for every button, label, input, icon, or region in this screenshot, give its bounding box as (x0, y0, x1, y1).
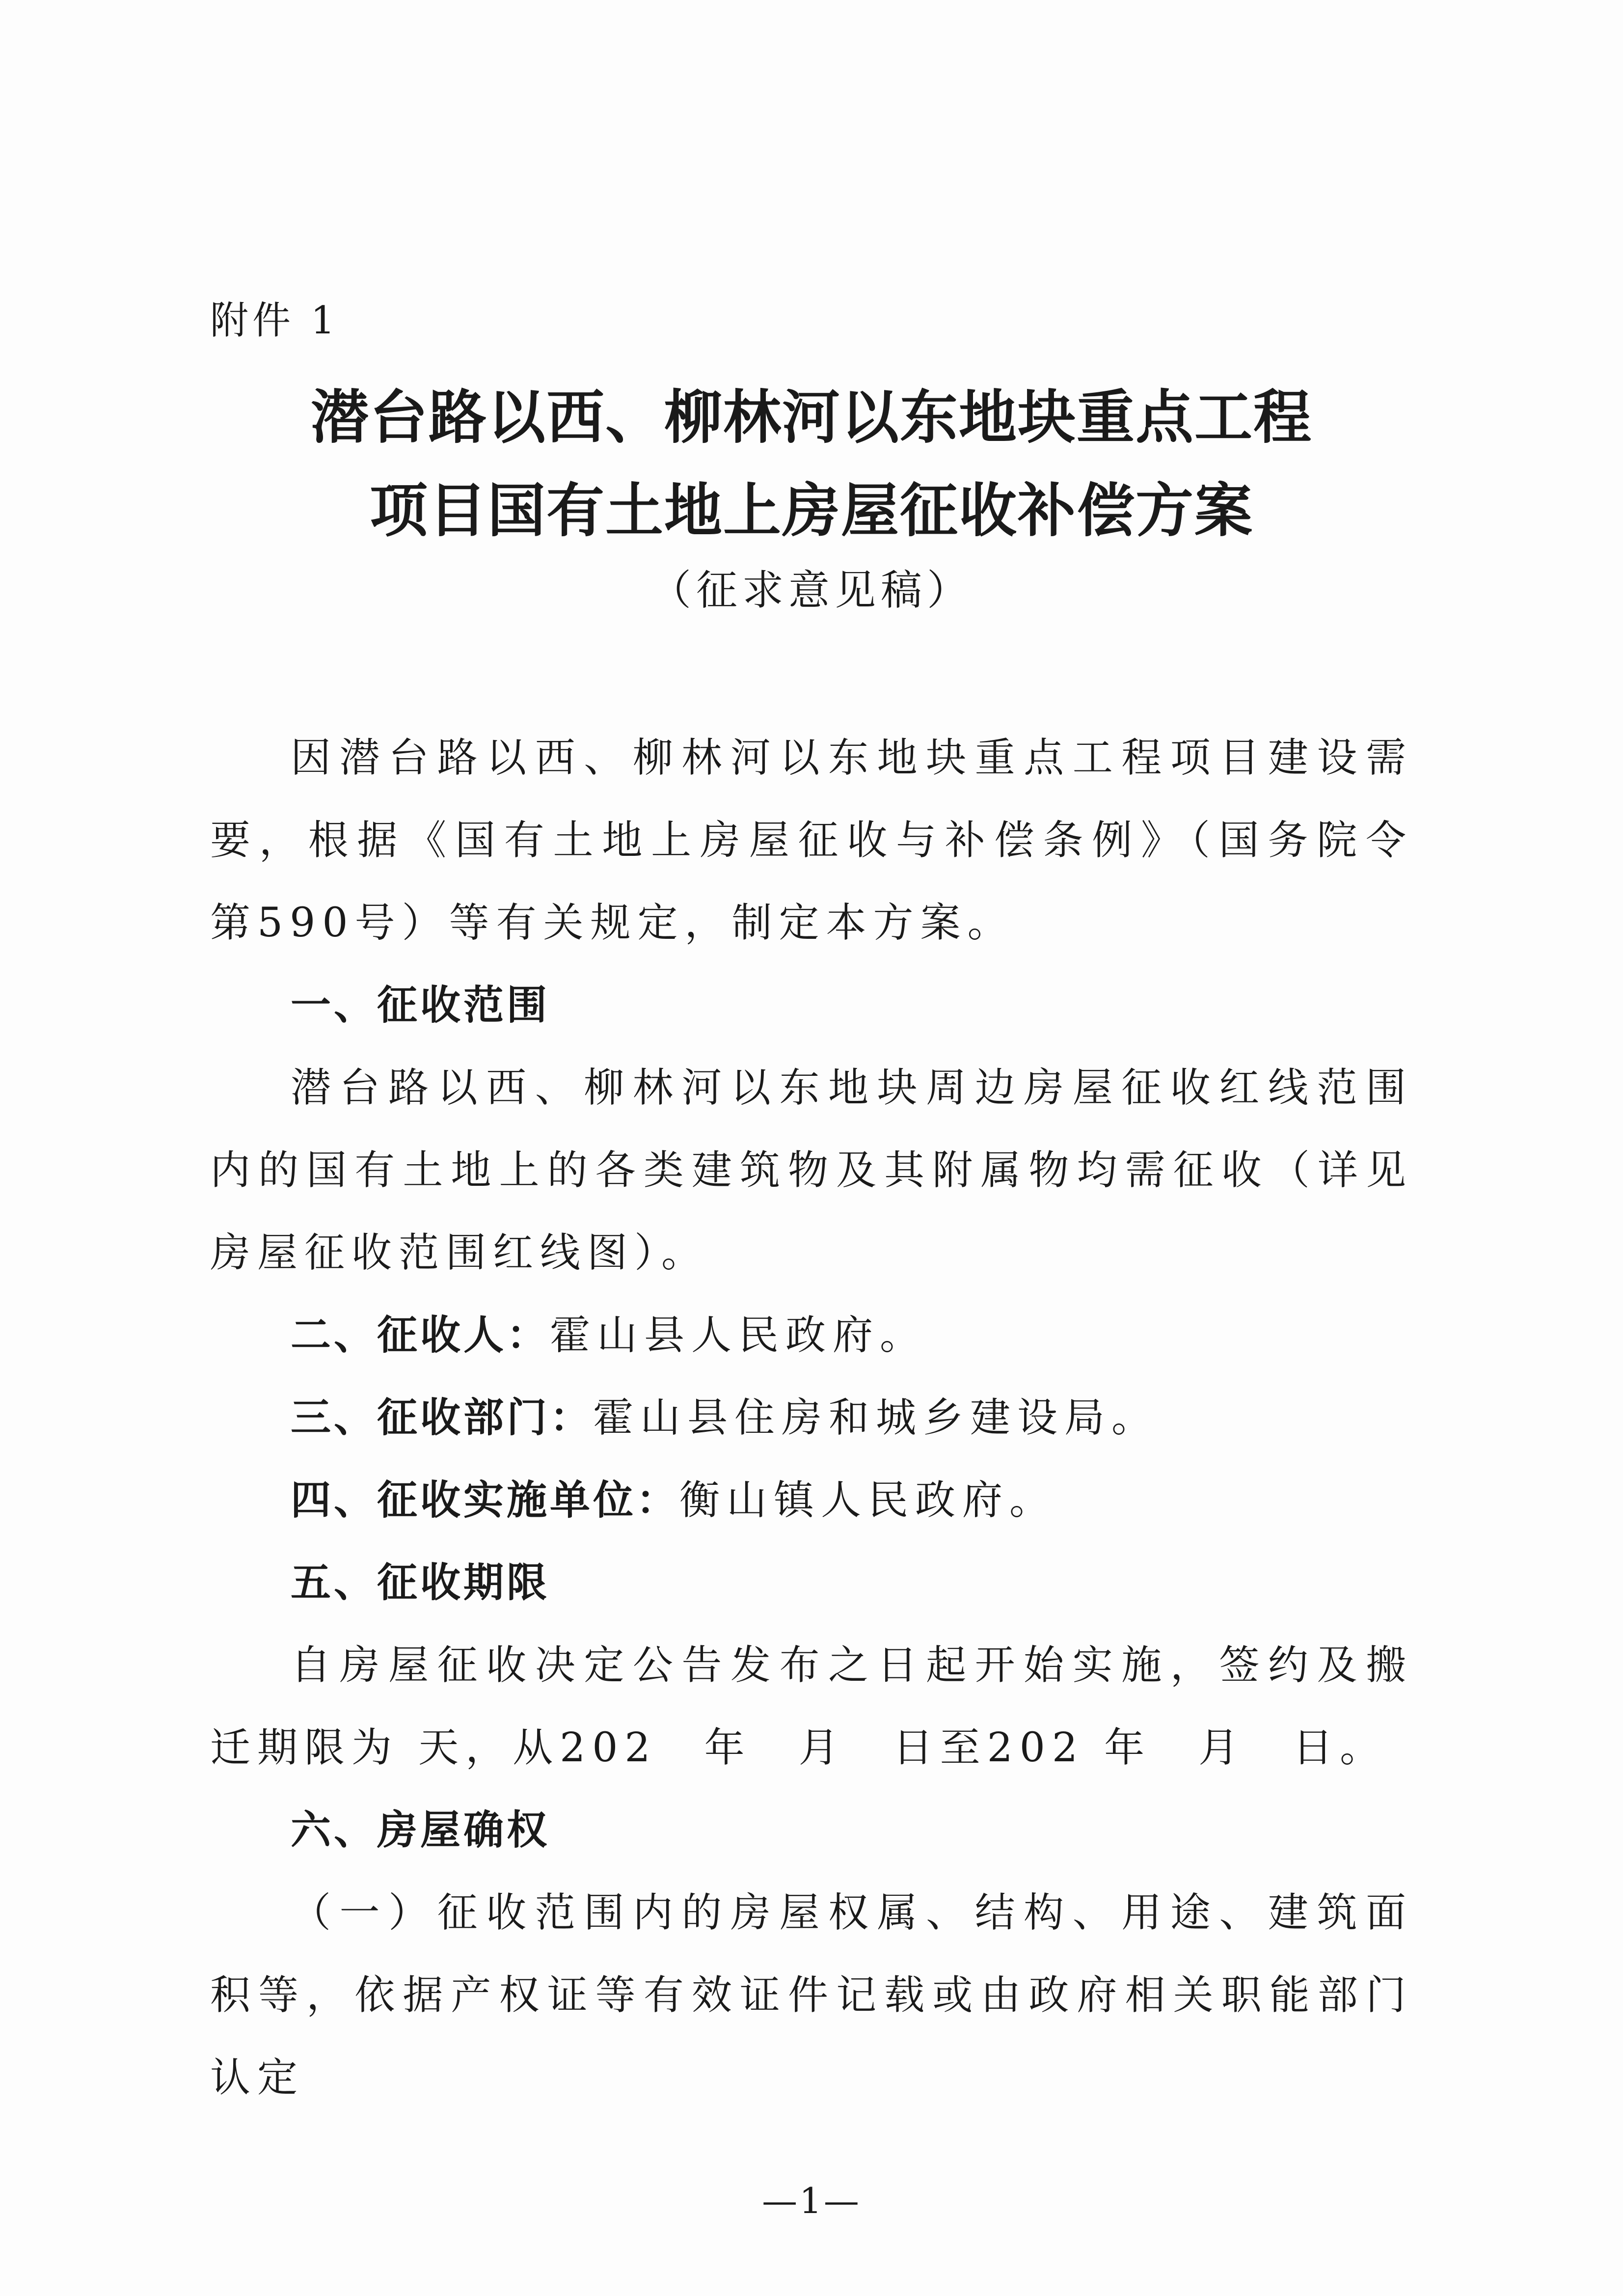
section-4-label: 四、征收实施单位： (291, 1477, 680, 1524)
section-1-heading: 一、征收范围 (291, 982, 550, 1029)
section-5-body: 自房屋征收决定公告发布之日起开始实施，签约及搬迁期限为 天，从202 年 月 日至202 年 月 日。 (210, 1642, 1413, 1771)
section-2-value: 霍山县人民政府。 (550, 1312, 927, 1359)
section-1-body: 潜台路以西、柳林河以东地块周边房屋征收红线范围内的国有土地上的各类建筑物及其附属物均需征收（详见房屋征收范围红线图）。 (210, 1065, 1413, 1276)
document-body (210, 717, 1413, 2119)
intro-paragraph: 因潜台路以西、柳林河以东地块重点工程项目建设需要，根据《国有土地上房屋征收与补偿条例》（国务院令第590号）等有关规定，制定本方案。 (210, 735, 1413, 946)
section-4 (210, 1459, 1413, 1542)
document-subtitle: （征求意见稿） (649, 566, 973, 614)
attachment-label: 附件 1 (210, 299, 339, 343)
section-3 (210, 1377, 1413, 1459)
section-4-value: 衡山镇人民政府。 (679, 1477, 1057, 1524)
page-number: —1— (762, 2180, 861, 2221)
section-5-heading: 五、征收期限 (291, 1559, 550, 1606)
document-title-line-1: 潜台路以西、柳林河以东地块重点工程 (310, 383, 1312, 451)
document-title-line-2: 项目国有土地上房屋征收补偿方案 (369, 477, 1253, 545)
section-6-heading: 六、房屋确权 (291, 1807, 550, 1854)
section-2 (210, 1294, 1413, 1377)
section-6-body: （一）征收范围内的房屋权属、结构、用途、建筑面积等，依据产权证等有效证件记载或由政府相关职能部门认定 (210, 1889, 1413, 2101)
section-2-label: 二、征收人： (291, 1312, 550, 1359)
section-3-value: 霍山县住房和城乡建设局。 (593, 1394, 1159, 1441)
section-3-label: 三、征收部门： (291, 1394, 594, 1441)
